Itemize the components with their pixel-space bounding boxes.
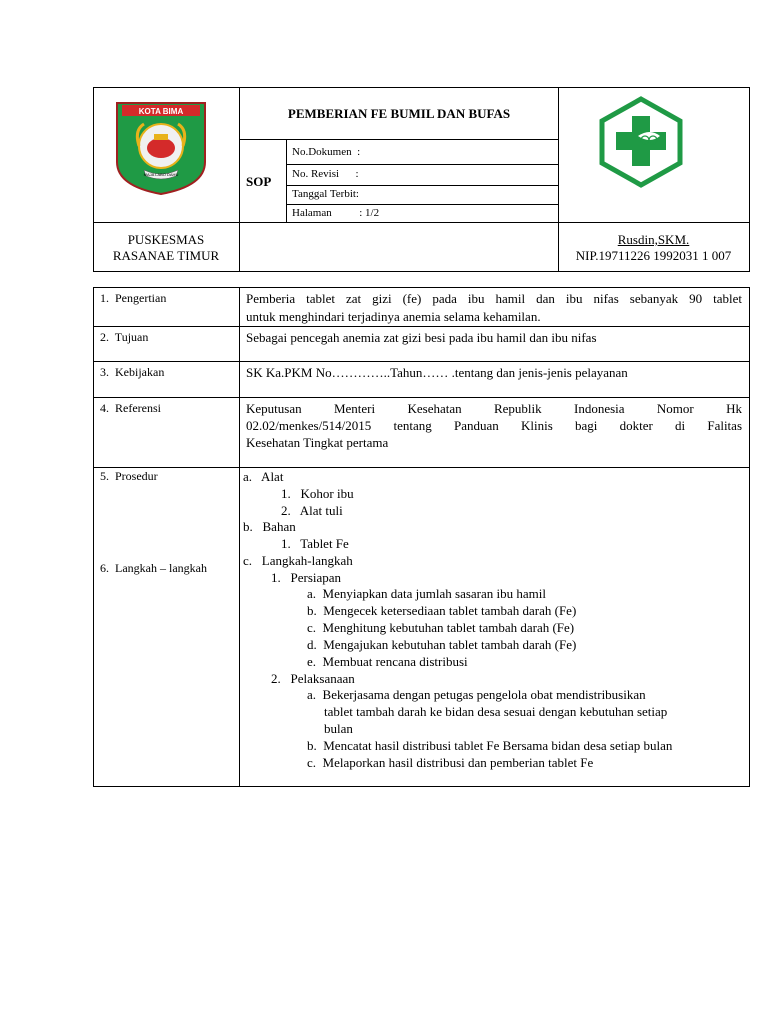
- pengertian-text-line1: Pemberia tablet zat gizi (fe) pada ibu hamil dan ibu nifas sebanyak 90 tablet: [246, 291, 742, 306]
- prosedur-item-c1e: e. Membuat rencana distribusi: [307, 654, 468, 669]
- prosedur-item-b1: 1. Tablet Fe: [281, 536, 349, 551]
- referensi-text-line2: 02.02/menkes/514/2015 tentang Panduan Klinis bagi dokter di Falitas: [246, 418, 742, 433]
- logo-text-top: KOTA BIMA: [138, 107, 184, 116]
- doc-field-page: Halaman : 1/2: [292, 207, 380, 219]
- prosedur-item-b: b. Bahan: [243, 519, 296, 534]
- doc-field-revision: No. Revisi :: [292, 168, 359, 180]
- sop-label: SOP: [246, 174, 272, 189]
- kebijakan-text: SK Ka.PKM No…………..Tahun…… .tentang dan jenis-jenis pelayanan: [246, 365, 628, 380]
- pengertian-text-line2: untuk menghindari terjadinya anemia selama kehamilan.: [246, 309, 541, 324]
- section-label-tujuan: 2. Tujuan: [100, 330, 149, 344]
- prosedur-item-c2c: c. Melaporkan hasil distribusi dan pemberian tablet Fe: [307, 755, 594, 770]
- signatory-name: Rusdin,SKM.: [617, 232, 690, 247]
- prosedur-item-c2b: b. Mencatat hasil distribusi tablet Fe Bersama bidan desa setiap bulan: [307, 738, 673, 753]
- doc-field-number: No.Dokumen :: [292, 146, 361, 158]
- section-label-kebijakan: 3. Kebijakan: [100, 365, 165, 379]
- doc-field-date: Tanggal Terbit:: [292, 188, 359, 200]
- kota-bima-logo: [114, 100, 208, 196]
- prosedur-item-c1a: a. Menyiapkan data jumlah sasaran ibu hamil: [307, 586, 546, 601]
- prosedur-item-c1: 1. Persiapan: [271, 570, 342, 585]
- prosedur-item-a1: 1. Kohor ibu: [281, 486, 354, 501]
- page-title: PEMBERIAN FE BUMIL DAN BUFAS: [287, 106, 511, 121]
- prosedur-item-c: c. Langkah-langkah: [243, 553, 353, 568]
- prosedur-item-c2a-line3: bulan: [324, 721, 353, 736]
- referensi-text-line3: Kesehatan Tingkat pertama: [246, 435, 389, 450]
- section-label-referensi: 4. Referensi: [100, 401, 161, 415]
- institution-name-line1: PUSKESMAS: [127, 232, 205, 247]
- prosedur-item-a: a. Alat: [243, 469, 284, 484]
- referensi-text-line1: Keputusan Menteri Kesehatan Republik Indonesia Nomor Hk: [246, 401, 742, 416]
- tujuan-text: Sebagai pencegah anemia zat gizi besi pada ibu hamil dan ibu nifas: [246, 330, 597, 345]
- section-label-langkah: 6. Langkah – langkah: [100, 561, 207, 575]
- prosedur-item-c1c: c. Menghitung kebutuhan tablet tambah darah (Fe): [307, 620, 575, 635]
- prosedur-item-c1b: b. Mengecek ketersediaan tablet tambah darah (Fe): [307, 603, 577, 618]
- prosedur-item-c1d: d. Mengajukan kebutuhan tablet tambah darah (Fe): [307, 637, 577, 652]
- prosedur-item-c2: 2. Pelaksanaan: [271, 671, 355, 686]
- prosedur-item-c2a-line1: a. Bekerjasama dengan petugas pengelola obat mendistribusikan: [307, 687, 646, 702]
- prosedur-item-a2: 2. Alat tuli: [281, 503, 343, 518]
- prosedur-item-c2a-line2: tablet tambah darah ke bidan desa sesuai dengan kebutuhan setiap: [324, 704, 668, 719]
- signatory-nip: NIP.19711226 1992031 1 007: [575, 248, 732, 263]
- puskesmas-logo: [598, 96, 684, 188]
- section-label-pengertian: 1. Pengertian: [100, 291, 167, 305]
- logo-text-bottom: MAJA LABO DAHU: [143, 172, 179, 177]
- section-label-prosedur: 5. Prosedur: [100, 469, 158, 483]
- institution-name-line2: RASANAE TIMUR: [112, 248, 220, 263]
